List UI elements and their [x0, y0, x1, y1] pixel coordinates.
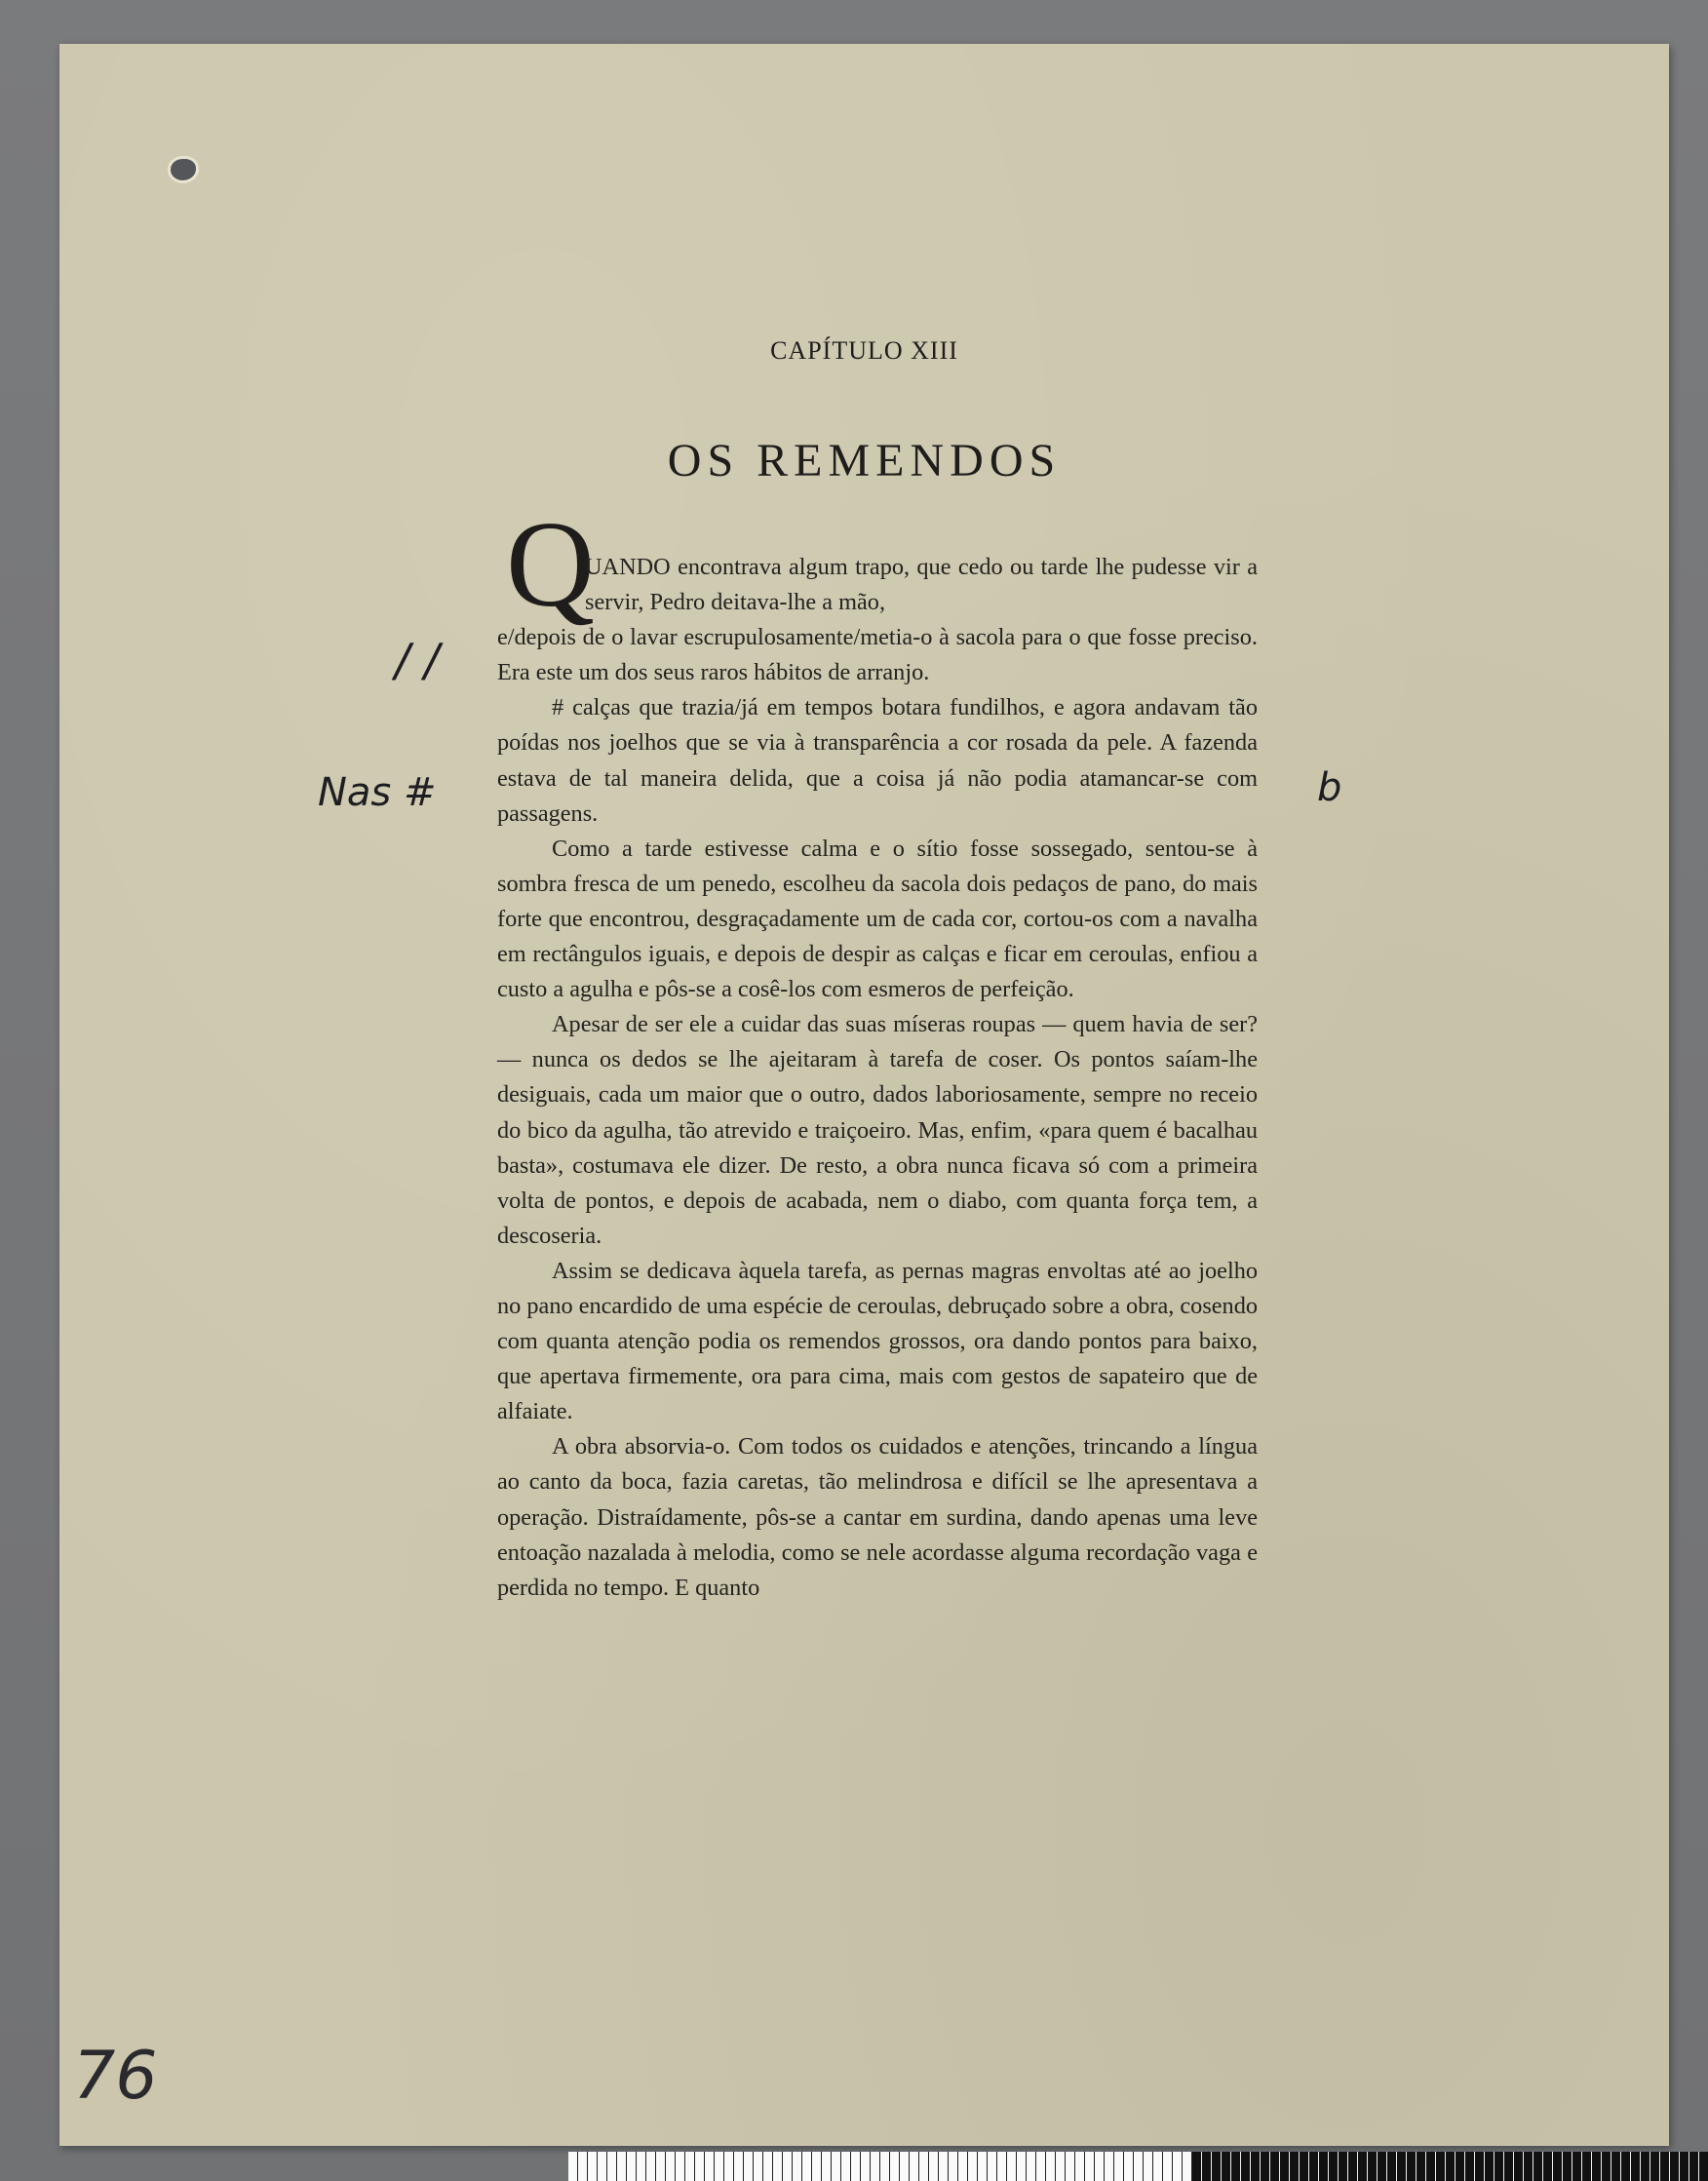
scale-bar-black-segment [1192, 2152, 1708, 2181]
margin-note-right: b [1317, 765, 1342, 810]
punch-hole [171, 159, 196, 180]
paragraph-1-rest: e/depois de o lavar escrupulosamente/metia-o à sacola para o que fosse preciso. Era este um dos seus raros hábitos de arranjo. [497, 624, 1258, 686]
paragraph-3: Como a tarde estivesse calma e o sítio fosse sossegado, sentou-se à sombra fresca de um penedo, escolheu da sacola dois pedaços de pano, do mais forte que encontrou, desgraçadamente um de cada cor, cortou-os com a navalha em rectângulos iguais, e depois de despir as calças e ficar em ceroulas, enfiou a custo a agulha e pôs-se a cosê-los com esmeros de perfeição. [497, 835, 1258, 1003]
manuscript-page [59, 44, 1669, 2146]
color-scale-bar [568, 2152, 1708, 2181]
body-text [497, 550, 1258, 1606]
paragraph-5: Assim se dedicava àquela tarefa, as pernas magras envoltas até ao joelho no pano encardido de uma espécie de ceroulas, debruçado sobre a obra, cosendo com quanta atenção podia os remendos grossos, ora dando pontos para baixo, que apertava firmemente, ora para cima, mais com gestos de sapateiro que de alfaiate. [497, 1257, 1258, 1425]
chapter-heading: CAPÍTULO XIII [770, 336, 958, 365]
margin-note-nas: Nas # [318, 770, 437, 815]
drop-cap: Q [506, 497, 595, 633]
paragraph-2: # calças que trazia/já em tempos botara fundilhos, e agora andavam tão poídas nos joelhos que se via à transparência a cor rosada da pele. A fazenda estava de tal maneira delida, que a coisa já não podia atamancar-se com passagens. [497, 694, 1258, 827]
paragraph-6: A obra absorvia-o. Com todos os cuidados e atenções, trincando a língua ao canto da boca, fazia caretas, tão melindrosa e difícil se lhe apresentava a operação. Distraídamente, pôs-se a cantar em surdina, dando apenas uma leve entoação nazalada à melodia, como se nele acordasse alguma recordação vaga e perdida no tempo. E quanto [497, 1433, 1258, 1601]
chapter-title: OS REMENDOS [667, 435, 1062, 487]
margin-note-slashes: / / [395, 634, 440, 686]
paragraph-4: Apesar de ser ele a cuidar das suas míseras roupas — quem havia de ser? — nunca os dedos se lhe ajeitaram à tarefa de coser. Os pontos saíam-lhe desiguais, cada um maior que o outro, dados laboriosamente, sempre no receio do bico da agulha, tão atrevido e traiçoeiro. Mas, enfim, «para quem é bacalhau basta», costumava ele dizer. De resto, a obra nunca ficava só com a primeira volta de pontos, e depois de acabada, nem o diabo, com quanta força tem, a descoseria. [497, 1011, 1258, 1249]
paragraph-1-opening: UANDO encontrava algum trapo, que cedo ou tarde lhe pudesse vir a servir, Pedro deitava-lhe a mão, [585, 554, 1258, 616]
paragraph-1 [497, 550, 1258, 690]
page-number: 76 [73, 2038, 158, 2115]
scale-bar-white-segment [568, 2152, 1192, 2181]
